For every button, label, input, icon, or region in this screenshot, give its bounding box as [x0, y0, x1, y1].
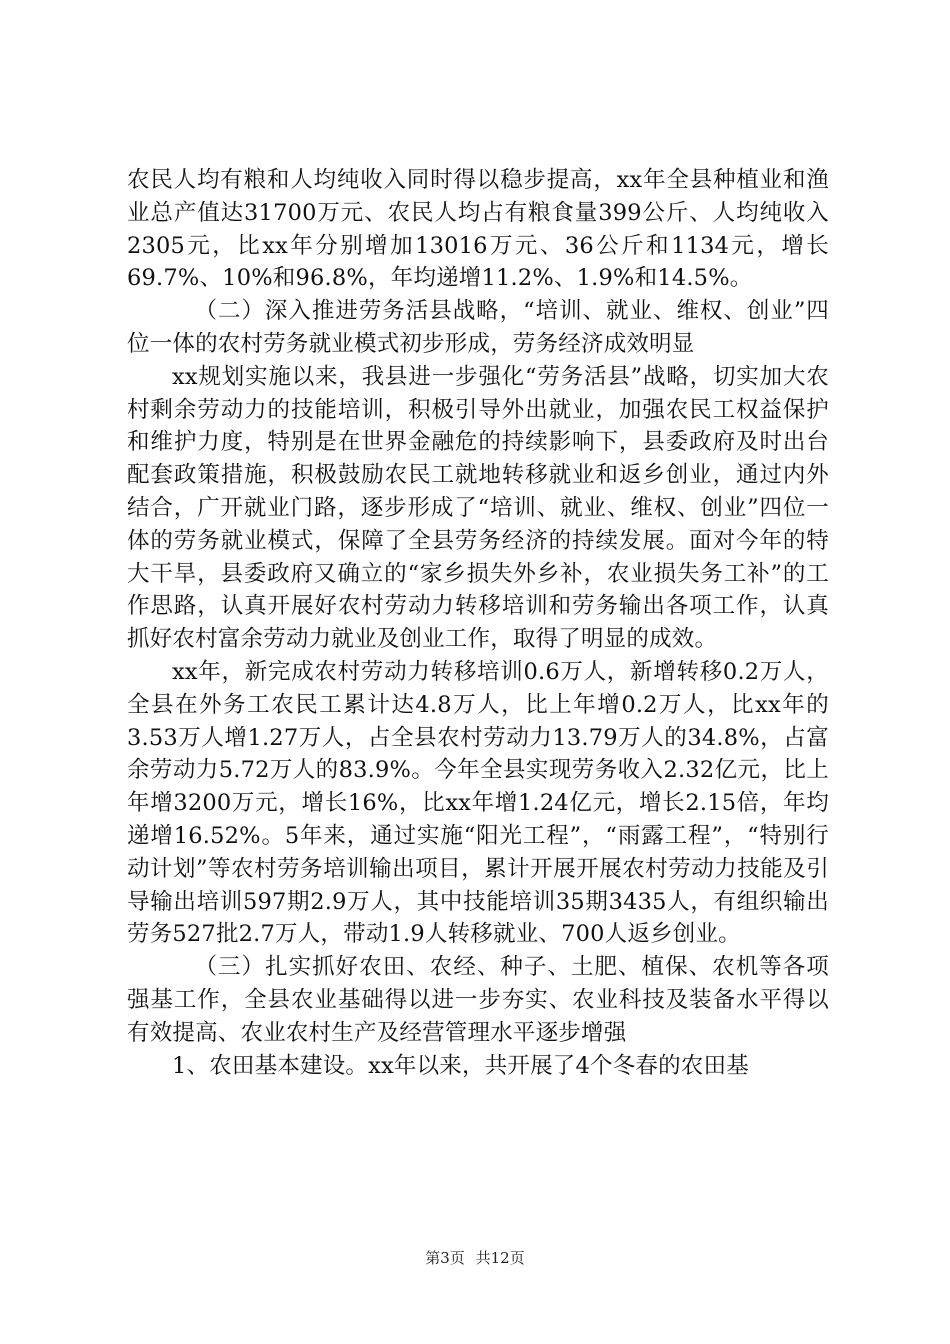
total-pages: 共12页 [475, 1249, 525, 1267]
section-heading-labor-services: （二）深入推进劳务活县战略，“培训、就业、维权、创业”四位一体的农村劳务就业模式初步形成，劳务经济成效明显 [127, 298, 829, 357]
document-body [127, 164, 829, 1082]
paragraph-farmland-construction: 1、农田基本建设。xx年以来，共开展了4个冬春的农田基 [172, 1052, 749, 1079]
paragraph-labor-strategy: xx规划实施以来，我县进一步强化“劳务活县”战略，切实加大农村剩余劳动力的技能培训，积极引导外出就业，加强农民工权益保护和维护力度，特别是在世界金融危的持续影响下，县委政府及时出台配套政策措施，积极鼓励农民工就地转移就业和返乡创业，通过内外结合，广开就业门路，逐步形成了“培训、就业、维权、创业”四位一体的劳务就业模式，保障了全县劳务经济的持续发展。面对今年的特大干旱，县委政府又确立的“家乡损失外乡补，农业损失务工补”的工作思路，认真开展好农村劳动力转移培训和劳务输出各项工作，认真抓好农村富余劳动力就业及创业工作，取得了明显的成效。 [127, 363, 829, 653]
paragraph-income-summary: 农民人均有粮和人均纯收入同时得以稳步提高，xx年全县种植业和渔业总产值达31700万元、农民人均占有粮食量399公斤、人均纯收入2305元，比xx年分别增加13016万元、36公斤和1134元，增长69.7%、10%和96.8%，年均递增11.2%、1.9%和14.5%。 [127, 167, 829, 292]
page-footer [0, 1248, 950, 1268]
section-heading-agricultural-foundation: （三）扎实抓好农田、农经、种子、土肥、植保、农机等各项强基工作，全县农业基础得以进一步夯实、农业科技及装备水平得以有效提高、农业农村生产及经营管理水平逐步增强 [127, 954, 829, 1046]
paragraph-labor-statistics: xx年，新完成农村劳动力转移培训0.6万人，新增转移0.2万人，全县在外务工农民工累计达4.8万人，比上年增0.2万人，比xx年的3.53万人增1.27万人，占全县农村劳动力13.79万人的34.8%，占富余劳动力5.72万人的83.9%。今年全县实现劳务收入2.32亿元，比上年增3200万元，增长16%，比xx年增1.24亿元，增长2.15倍，年均递增16.52%。5年来，通过实施“阳光工程”，“雨露工程”，“特别行动计划”等农村劳务培训输出项目，累计开展开展农村劳动力技能及引导输出培训597期2.9万人，其中技能培训35期3435人，有组织输出劳务527批2.7万人，带动1.9人转移就业、700人返乡创业。 [127, 658, 829, 948]
page-number: 第3页 [425, 1249, 465, 1267]
